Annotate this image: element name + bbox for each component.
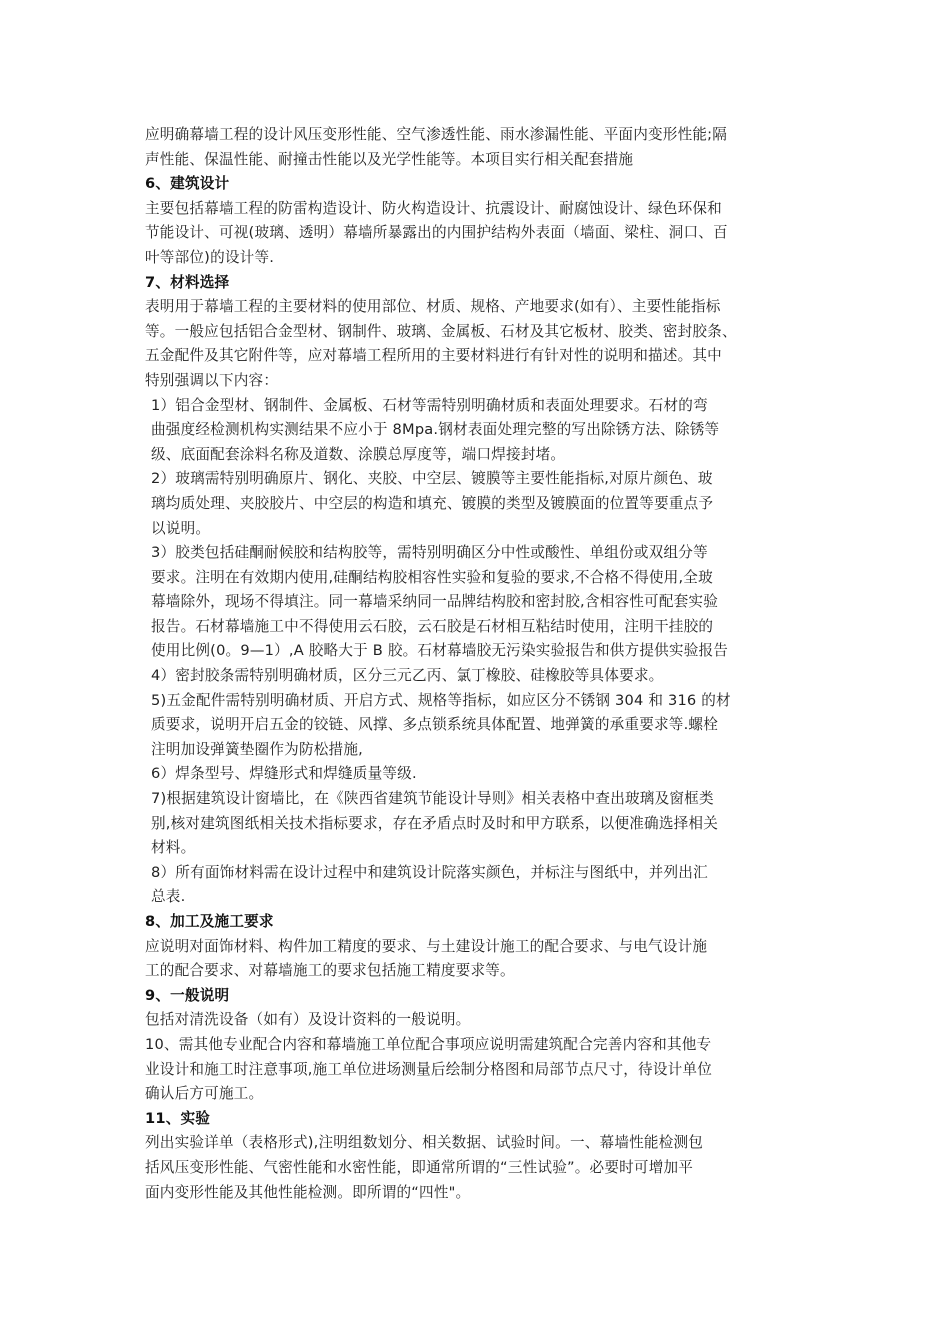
paragraph-line: 叶等部位)的设计等. [145, 248, 275, 266]
list-item-line: 6）焊条型号、焊缝形式和焊缝质量等级. [151, 765, 417, 783]
list-item-line: 幕墙除外，现场不得填注。同一幕墙采纳同一品牌结构胶和密封胶,含相容性可配套实验 [151, 593, 719, 611]
paragraph-line: 表明用于幕墙工程的主要材料的使用部位、材质、规格、产地要求(如有）、主要性能指标 [145, 298, 721, 316]
list-item-line: 5)五金配件需特别明确材质、开启方式、规格等指标，如应区分不锈钢 304 和 316 的材 [151, 691, 731, 709]
list-item-line: 7)根据建筑设计窗墙比，在《陕西省建筑节能设计导则》相关表格中查出玻璃及窗框类 [151, 790, 714, 808]
paragraph-line: 主要包括幕墙工程的防雷构造设计、防火构造设计、抗震设计、耐腐蚀设计、绿色环保和 [145, 199, 722, 217]
list-item-line: 2）玻璃需特别明确原片、钢化、夹胶、中空层、镀膜等主要性能指标,对原片颜色、玻 [151, 470, 713, 488]
paragraph-line: 面内变形性能及其他性能检测。即所谓的“四性"。 [145, 1183, 471, 1201]
list-item-line: 材料。 [151, 839, 196, 857]
document-body [145, 123, 810, 1205]
paragraph-line: 应明确幕墙工程的设计风压变形性能、空气渗透性能、雨水渗漏性能、平面内变形性能;隔 [145, 126, 728, 143]
section-heading: 9、一般说明 [145, 986, 230, 1004]
paragraph-line: 工的配合要求、对幕墙施工的要求包括施工精度要求等。 [145, 962, 515, 980]
list-item-line: 级、底面配套涂料名称及道数、涂膜总厚度等，端口焊接封堵。 [151, 445, 566, 463]
list-item-line: 以说明。 [151, 519, 211, 537]
list-item-line: 总表. [151, 888, 186, 906]
list-item-line: 使用比例(0。9—1）,A 胶略大于 B 胶。石材幕墙胶无污染实验报告和供方提供实验报告 [151, 642, 729, 660]
list-item-line: 1）铝合金型材、钢制件、金属板、石材等需特别明确材质和表面处理要求。石材的弯 [151, 396, 708, 414]
paragraph-line: 节能设计、可视(玻璃、透明）幕墙所暴露出的内围护结构外表面（墙面、梁柱、洞口、百 [145, 224, 728, 242]
paragraph-line: 包括对清洗设备（如有）及设计资料的一般说明。 [145, 1011, 471, 1029]
paragraph-line: 确认后方可施工。 [145, 1085, 264, 1103]
section-heading: 6、建筑设计 [145, 175, 230, 193]
paragraph-line: 五金配件及其它附件等，应对幕墙工程所用的主要材料进行有针对性的说明和描述。其中 [145, 347, 722, 365]
paragraph-line: 应说明对面饰材料、构件加工精度的要求、与土建设计施工的配合要求、与电气设计施 [145, 937, 708, 955]
paragraph-line: 声性能、保温性能、耐撞击性能以及光学性能等。本项目实行相关配套措施 [145, 150, 634, 168]
section-heading: 11、实验 [145, 1109, 211, 1127]
paragraph-line: 等。一般应包括铝合金型材、钢制件、玻璃、金属板、石材及其它板材、胶类、密封胶条、 [145, 322, 737, 340]
paragraph-line: 括风压变形性能、气密性能和水密性能，即通常所谓的“三性试验”。必要时可增加平 [145, 1158, 694, 1176]
list-item-line: 报告。石材幕墙施工中不得使用云石胶，云石胶是石材相互粘结时使用，注明干挂胶的 [151, 617, 714, 635]
paragraph-line: 10、需其他专业配合内容和幕墙施工单位配合事项应说明需建筑配合完善内容和其他专 [145, 1035, 712, 1053]
paragraph-line: 业设计和施工时注意事项,施工单位进场测量后绘制分格图和局部节点尺寸，待设计单位 [145, 1060, 713, 1078]
list-item-line: 璃均质处理、夹胶胶片、中空层的构造和填充、镀膜的类型及镀膜面的位置等要重点予 [151, 494, 714, 512]
list-item-line: 注明加设弹簧垫圈作为防松措施, [151, 740, 363, 758]
list-item-line: 别,核对建筑图纸相关技术指标要求，存在矛盾点时及时和甲方联系，以便准确选择相关 [151, 814, 719, 832]
list-item-line: 曲强度经检测机构实测结果不应小于 8Mpa.钢材表面处理完整的写出除锈方法、除锈等 [151, 421, 720, 439]
paragraph-line: 特别强调以下内容： [145, 371, 279, 389]
list-item-line: 要求。注明在有效期内使用,硅酮结构胶相容性实验和复验的要求,不合格不得使用,全玻 [151, 568, 713, 586]
list-item-line: 质要求，说明开启五金的铰链、风撑、多点锁系统具体配置、地弹簧的承重要求等.螺栓 [151, 716, 719, 734]
list-item-line: 4）密封胶条需特别明确材质，区分三元乙丙、氯丁橡胶、硅橡胶等具体要求。 [151, 667, 664, 685]
paragraph-line: 列出实验详单（表格形式),注明组数划分、相关数据、试验时间。一、幕墙性能检测包 [145, 1134, 704, 1152]
list-item-line: 3）胶类包括硅酮耐候胶和结构胶等，需特别明确区分中性或酸性、单组份或双组分等 [151, 544, 708, 562]
list-item-line: 8）所有面饰材料需在设计过程中和建筑设计院落实颜色，并标注与图纸中，并列出汇 [151, 863, 708, 881]
section-heading: 7、材料选择 [145, 273, 230, 291]
section-heading: 8、加工及施工要求 [145, 913, 274, 930]
